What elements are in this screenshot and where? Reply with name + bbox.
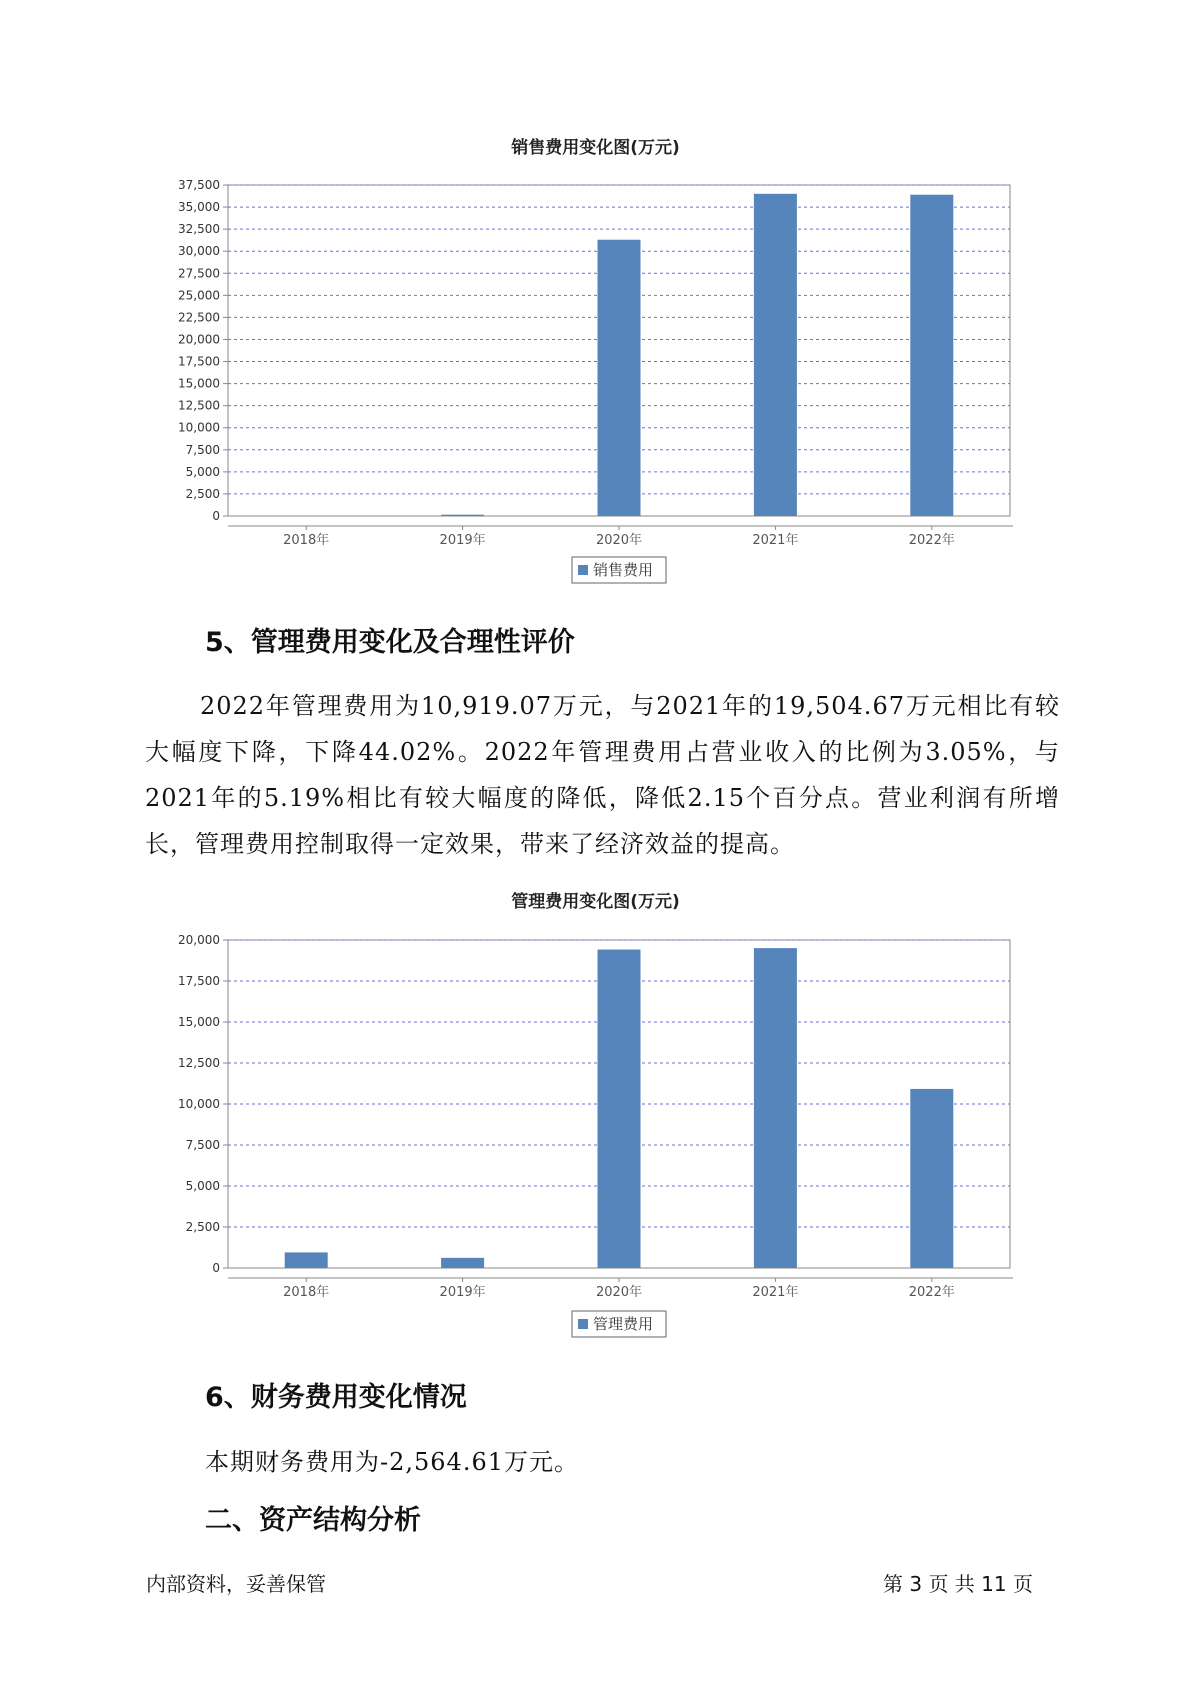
bar (754, 948, 797, 1268)
section6-heading: 6、财务费用变化情况 (205, 1382, 467, 1413)
y-tick-label: 35,000 (178, 200, 220, 215)
y-tick-label: 20,000 (178, 332, 220, 347)
y-tick-label: 25,000 (178, 288, 220, 303)
y-tick-label: 10,000 (178, 1097, 220, 1111)
y-tick-label: 0 (212, 1261, 220, 1275)
y-tick-label: 37,500 (178, 178, 220, 192)
y-tick-label: 10,000 (178, 420, 220, 435)
y-tick-label: 32,500 (178, 222, 220, 237)
y-tick-label: 2,500 (185, 486, 220, 501)
x-tick-label: 2019年 (439, 1285, 486, 1300)
legend-label: 销售费用 (593, 561, 654, 579)
legend-swatch (578, 1319, 588, 1329)
y-tick-label: 5,000 (185, 464, 220, 479)
y-tick-label: 17,500 (178, 354, 220, 369)
section5-heading: 5、管理费用变化及合理性评价 (205, 627, 575, 658)
y-tick-label: 15,000 (178, 376, 220, 391)
x-tick-label: 2020年 (595, 1285, 643, 1300)
section-two-heading: 二、资产结构分析 (205, 1505, 421, 1536)
y-tick-label: 17,500 (178, 974, 220, 988)
x-tick-label: 2020年 (595, 533, 643, 548)
y-tick-label: 7,500 (185, 1138, 220, 1152)
x-tick-label: 2018年 (283, 1285, 330, 1300)
bar (285, 1252, 328, 1268)
x-tick-label: 2022年 (908, 533, 955, 548)
y-tick-label: 5,000 (185, 1179, 220, 1193)
footer-confidential-note: 内部资料，妥善保管 (146, 1572, 326, 1596)
x-tick-label: 2019年 (439, 533, 486, 548)
y-tick-label: 22,500 (178, 310, 220, 325)
footer-page-number: 第 3 页 共 11 页 (883, 1572, 1033, 1596)
sales-chart-title: 销售费用变化图(万元) (511, 138, 680, 158)
admin-chart-title: 管理费用变化图(万元) (511, 892, 680, 912)
bar (910, 1089, 953, 1268)
y-tick-label: 15,000 (178, 1015, 220, 1029)
section5-paragraph: 2022年管理费用为10,919.07万元，与2021年的19,504.67万元相比有较大幅度下降，下降44.02%。2022年管理费用占营业收入的比例为3.05%，与2021年的5.19%相比有较大幅度的降低，降低2.15个百分点。营业利润有所增长，管理费用控制取得一定效果，带来了经济效益的提高。 (145, 692, 1060, 858)
x-tick-label: 2021年 (752, 533, 799, 548)
y-tick-label: 30,000 (178, 244, 220, 259)
y-tick-label: 2,500 (185, 1220, 220, 1234)
y-tick-label: 20,000 (178, 933, 220, 947)
x-tick-label: 2018年 (283, 533, 330, 548)
y-tick-label: 27,500 (178, 266, 220, 281)
legend-label: 管理费用 (593, 1315, 654, 1333)
x-tick-label: 2022年 (908, 1285, 955, 1300)
y-tick-label: 0 (212, 509, 220, 523)
x-tick-label: 2021年 (752, 1285, 799, 1300)
bar (598, 950, 641, 1268)
y-tick-label: 12,500 (178, 1056, 220, 1070)
y-tick-label: 12,500 (178, 398, 220, 413)
bar (441, 1258, 484, 1268)
y-tick-label: 7,500 (185, 442, 220, 457)
section6-paragraph: 本期财务费用为-2,564.61万元。 (205, 1448, 579, 1476)
